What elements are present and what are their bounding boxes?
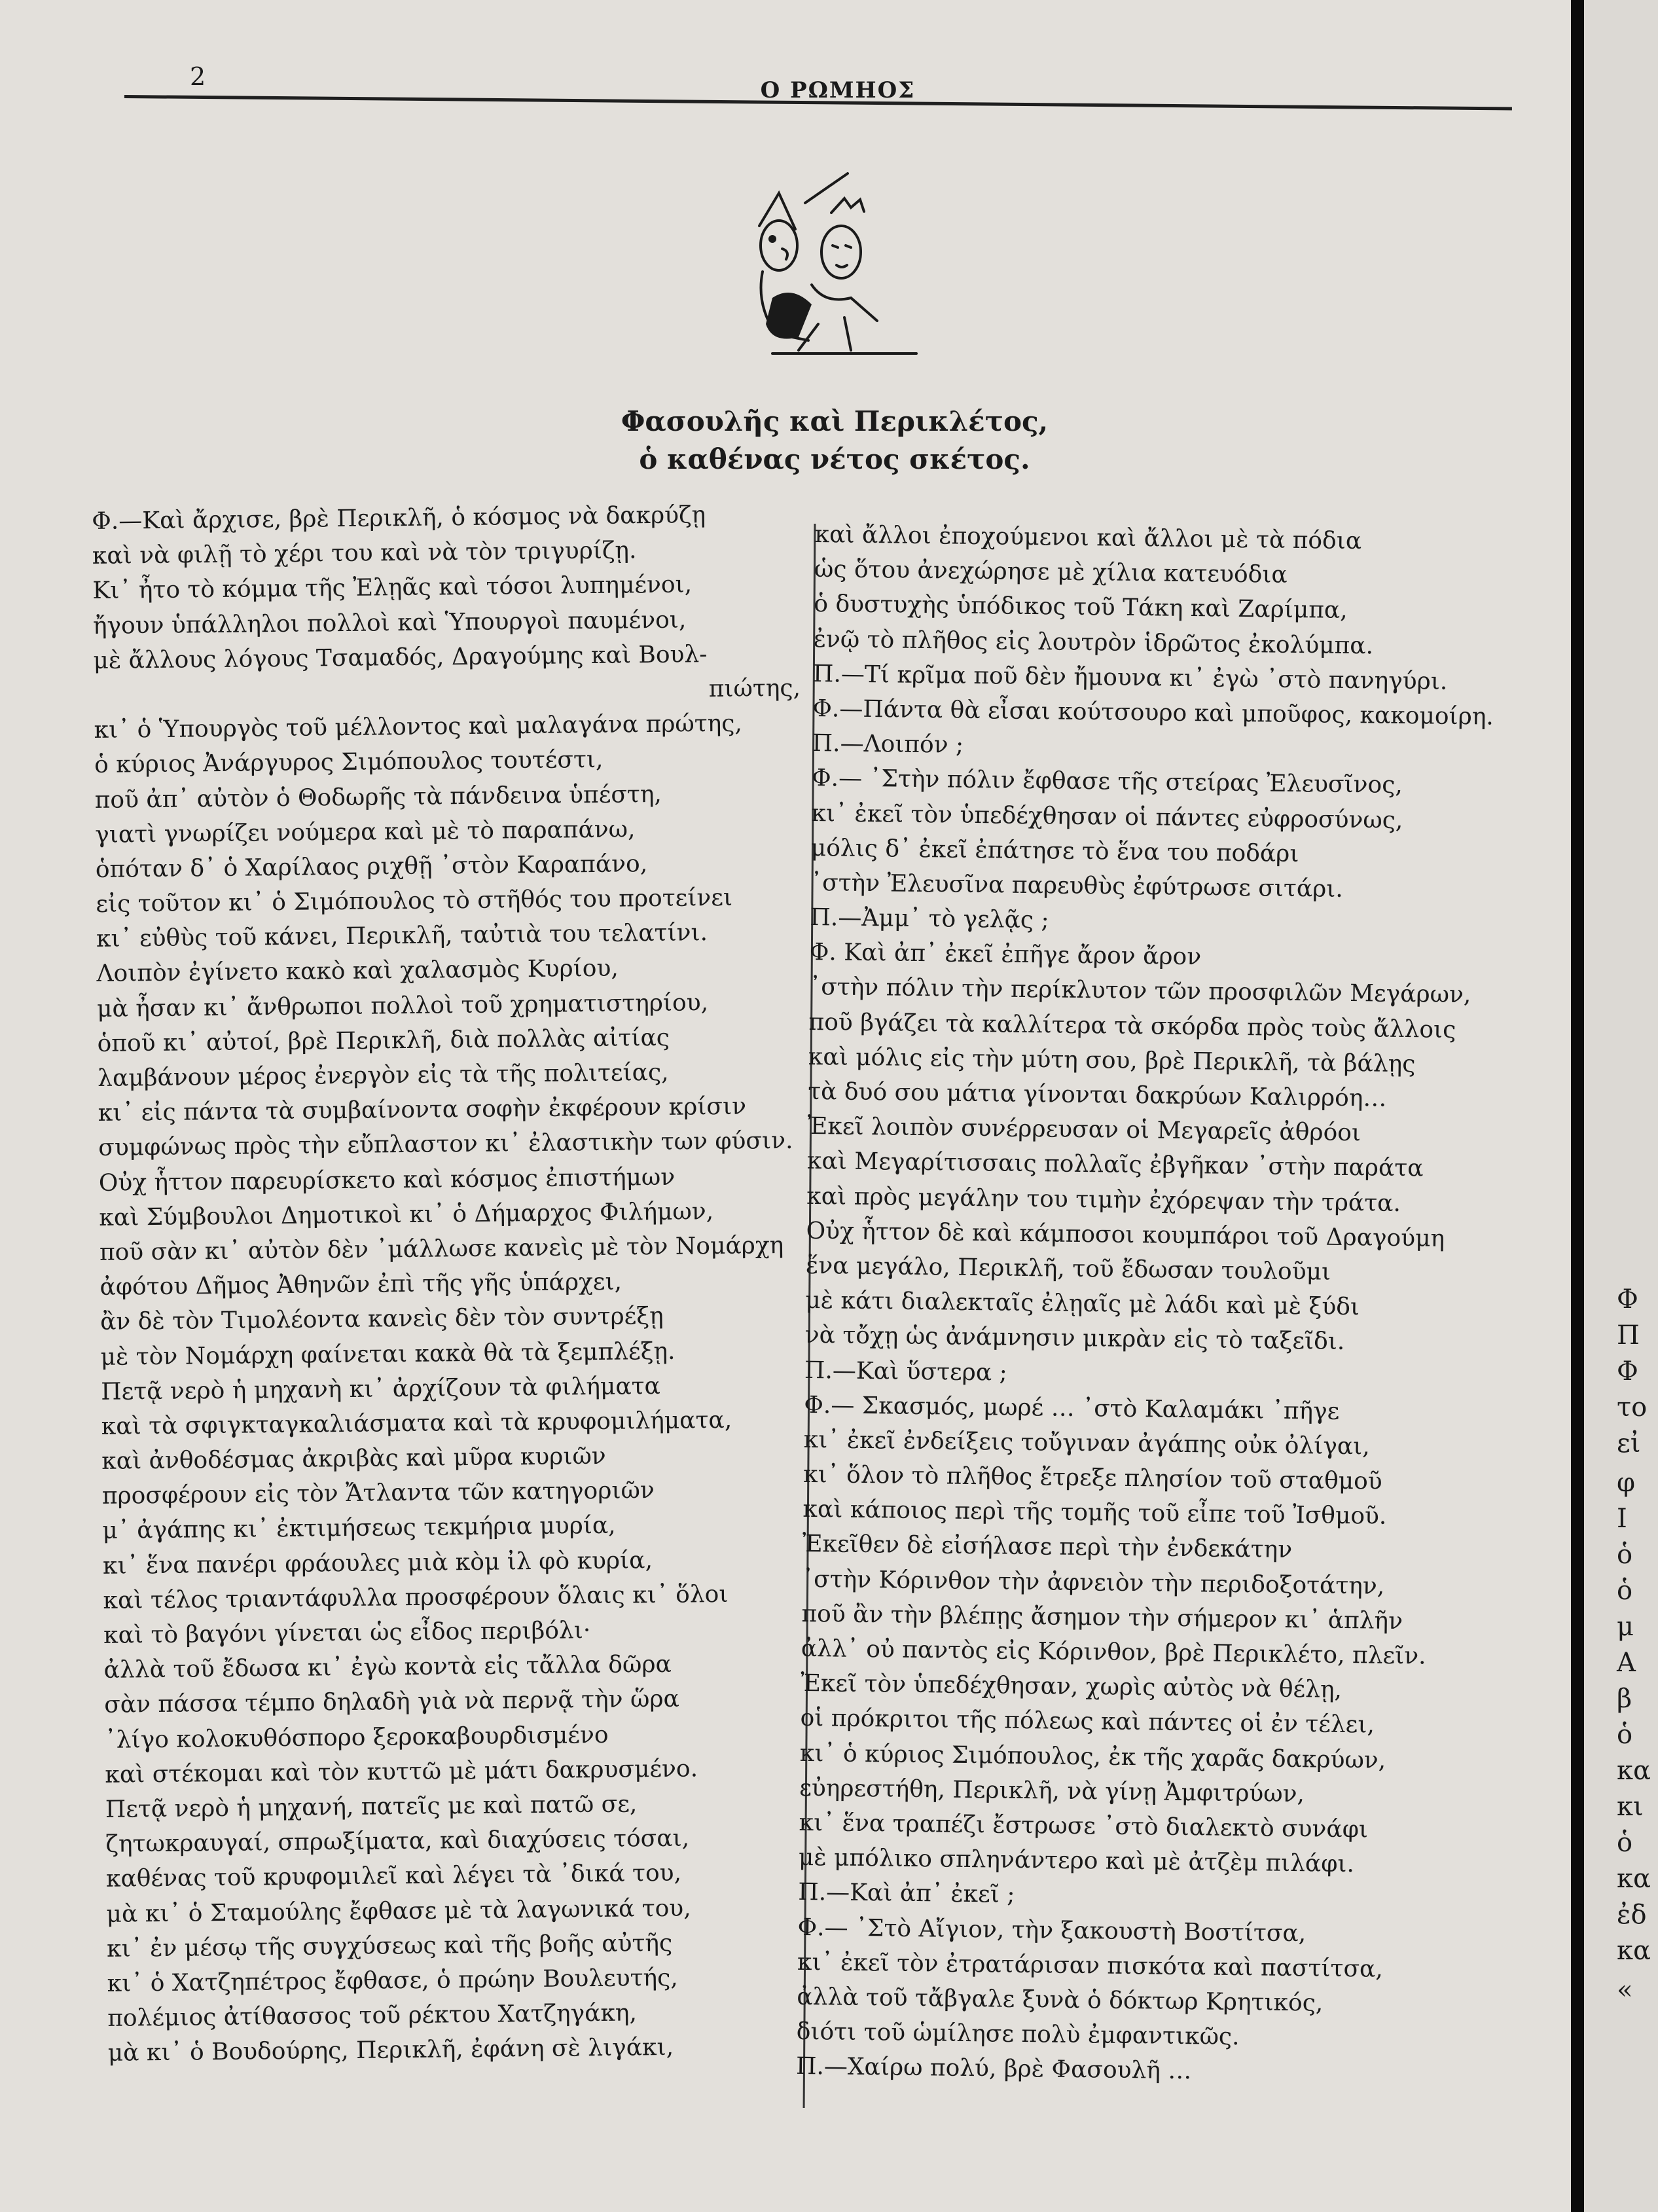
text-line: Φ.— ᾽Στὸ Αἴγιον, τὴν ξακουστὴ Βοστίτσα,	[797, 1913, 1307, 1947]
text-line: Φ.— Σκασμός, μωρέ … ᾽στὸ Καλαμάκι ᾽πῆγε	[804, 1391, 1340, 1425]
text-line: κι᾽ ἐκεῖ τὸν ἐτρατάρισαν πισκότα καὶ παστίτσα,	[797, 1948, 1384, 1983]
text-line: ποῦ ἀπ᾽ αὐτὸν ὁ Θοδωρῆς τὰ πάνδεινα ὑπέστη,	[94, 780, 662, 814]
title-line-2: ὁ καθένας νέτος σκέτος.	[639, 443, 1030, 475]
fragment-text: μ	[1617, 1612, 1634, 1642]
text-line: καὶ Σύμβουλοι Δημοτικοὶ κι᾽ ὁ Δήμαρχος Φιλήμων,	[99, 1197, 714, 1231]
right-column	[796, 517, 1528, 2093]
page-binding-shadow	[1571, 0, 1584, 2212]
text-line: ὁ δυστυχὴς ὑπόδικος τοῦ Τάκη καὶ Ζαρίμπα,	[814, 590, 1348, 625]
text-line: διότι τοῦ ὡμίλησε πολὺ ἐμφαντικῶς.	[796, 2018, 1240, 2051]
text-line: μὲ κάτι διαλεκταῖς ἐλῃαῖς μὲ λάδι καὶ μὲ ξύδι	[805, 1287, 1360, 1321]
text-line: ἀλλὰ τοῦ τἄβγαλε ξυνὰ ὁ δόκτωρ Κρητικός,	[797, 1983, 1324, 2017]
text-line: μὲ μπόλικο σπληνάντερο καὶ μὲ ἀτζὲμ πιλάφι.	[798, 1843, 1355, 1878]
text-line: νὰ τὄχῃ ὡς ἀνάμνησιν μικρὰν εἰς τὸ ταξεῖδι.	[804, 1322, 1345, 1356]
text-line: ὁποῦ κι᾽ αὐτοί, βρὲ Περικλῆ, διὰ πολλὰς αἰτίας	[97, 1024, 670, 1057]
text-line: ἂν δὲ τὸν Τιμολέοντα κανεὶς δὲν τὸν συντρέξῃ	[99, 1303, 664, 1336]
text-line: καὶ Μεγαρίτισσαις πολλαῖς ἐβγῆκαν ᾽στὴν παράτα	[806, 1148, 1424, 1182]
article-title	[589, 403, 1080, 479]
text-line: Οὐχ ἧττον δὲ καὶ κάμποσοι κουμπάροι τοῦ Δραγούμη	[806, 1217, 1445, 1252]
text-line: κι᾽ ὁ κύριος Σιμόπουλος, ἐκ τῆς χαρᾶς δακρύων,	[799, 1739, 1386, 1774]
text-line: γιατὶ γνωρίζει νούμερα καὶ μὲ τὸ παραπάνω,	[95, 816, 636, 848]
text-line: καὶ ἀνθοδέσμας ἀκριβὰς καὶ μῦρα κυριῶν	[101, 1442, 606, 1475]
text-line: ᾽στὴν Κόρινθον τὴν ἀφνειὸν τὴν περιδοξοτάτην,	[801, 1565, 1385, 1600]
text-line: μόλις δ᾽ ἐκεῖ ἐπάτησε τὸ ἕνα του ποδάρι	[810, 834, 1299, 867]
page-number: 2	[190, 62, 206, 91]
text-line: καὶ στέκομαι καὶ τὸν κυττῶ μὲ μάτι δακρυσμένο.	[105, 1755, 698, 1788]
text-line: μὰ κι᾽ ὁ Βουδούρης, Περικλῆ, ἐφάνη σὲ λιγάκι,	[107, 2034, 674, 2067]
text-line: Οὐχ ἧττον παρευρίσκετο καὶ κόσμος ἐπιστήμων	[98, 1163, 676, 1197]
fragment-text: φ	[1617, 1468, 1636, 1498]
text-line: μὰ ἦσαν κι᾽ ἄνθρωποι πολλοὶ τοῦ χρηματιστηρίου,	[96, 988, 709, 1023]
text-line: κι᾽ εἰς πάντα τὰ συμβαίνοντα σοφὴν ἐκφέρουν κρίσιν	[98, 1093, 747, 1127]
text-line: Π.—Καὶ ἀπ᾽ ἐκεῖ ;	[798, 1879, 1015, 1909]
text-line: Φ.— ᾽Στὴν πόλιν ἔφθασε τῆς στείρας Ἐλευσῖνος,	[811, 765, 1403, 799]
fragment-text: κα	[1617, 1756, 1651, 1786]
text-line: κι᾽ ὁ Ὑπουργὸς τοῦ μέλλοντος καὶ μαλαγάνα πρώτης,	[94, 710, 743, 744]
text-line: κι᾽ ὅλον τὸ πλῆθος ἔτρεξε πλησίον τοῦ σταθμοῦ	[802, 1460, 1382, 1495]
text-line: κι᾽ ἕνα πανέρι φράουλες μιὰ κὸμ ἰλ φὸ κυρία,	[102, 1546, 653, 1580]
text-line: Π.—Τί κρῖμα ποῦ δὲν ἤμουνα κι᾽ ἐγὼ ᾽στὸ πανηγύρι.	[812, 660, 1448, 695]
text-line: κι᾽ ἐκεῖ ἐνδείξεις τοὔγιναν ἀγάπης οὐκ ὀλίγαι,	[803, 1426, 1370, 1460]
text-line: ᾽στὴν Ἐλευσῖνα παρευθὺς ἐφύτρωσε σιτάρι.	[810, 869, 1344, 903]
fragment-text: ὁ	[1617, 1576, 1633, 1606]
text-line: Φ.—Πάντα θὰ εἶσαι κούτσουρο καὶ μποῦφος, κακομοίρη.	[812, 695, 1494, 731]
text-line: καὶ μόλις εἰς τὴν μύτη σου, βρὲ Περικλῆ, τὰ βάλῃς	[808, 1043, 1416, 1078]
text-line: καὶ τέλος τριαντάφυλλα προσφέρουν ὅλαις κι᾽ ὅλοι	[103, 1580, 729, 1614]
left-column	[92, 497, 815, 2071]
text-line: οἱ πρόκριτοι τῆς πόλεως καὶ πάντες οἱ ἐν τέλει,	[800, 1705, 1375, 1739]
text-line: ἤγουν ὑπάλληλοι πολλοὶ καὶ Ὑπουργοὶ παυμένοι,	[92, 606, 687, 640]
text-line: λαμβάνουν μέρος ἐνεργὸν εἰς τὰ τῆς πολιτείας,	[97, 1059, 669, 1092]
text-line: καὶ πρὸς μεγάλην του τιμὴν ἐχόρεψαν τὴν τράτα.	[806, 1182, 1401, 1217]
masthead: Ο ΡΩΜΗΟΣ	[760, 77, 916, 103]
text-line: ὁπόταν δ᾽ ὁ Χαρίλαος ριχθῇ ᾽στὸν Καραπάνο,	[95, 850, 648, 883]
text-line: προσφέρουν εἰς τὸν Ἄτλαντα τῶν κατηγοριῶν	[101, 1477, 655, 1510]
fragment-text: ὁ	[1617, 1540, 1633, 1570]
text-line: καὶ τὸ βαγόνι γίνεται ὡς εἶδος περιβόλι·	[103, 1617, 591, 1649]
text-line: Π.—Ἀμμ᾽ τὸ γελᾷς ;	[810, 904, 1049, 934]
text-line: ἀφότου Δῆμος Ἀθηνῶν ἐπὶ τῆς γῆς ὑπάρχει,	[99, 1268, 622, 1301]
fragment-text: Φ	[1617, 1284, 1638, 1315]
text-line: τὰ δυό σου μάτια γίνονται δακρύων Καλιρρόη…	[808, 1078, 1387, 1112]
text-line: μὲ ἄλλους λόγους Τσαμαδός, Δραγούμης καὶ Βουλ-	[93, 640, 708, 674]
fragment-text: Ι	[1617, 1504, 1627, 1534]
text-line: μὰ κι᾽ ὁ Σταμούλης ἔφθασε μὲ τὰ λαγωνικά του,	[106, 1895, 691, 1928]
text-line: Ἐκεῖ τὸν ὑπεδέχθησαν, χωρὶς αὐτὸς νὰ θέλῃ,	[800, 1670, 1343, 1704]
fragment-text: ὁ	[1617, 1828, 1633, 1858]
text-line: εὐηρεστήθη, Περικλῆ, νὰ γίνῃ Ἀμφιτρύων,	[799, 1774, 1305, 1808]
text-line: ποῦ σὰν κι᾽ αὐτὸν δὲν ᾽μάλλωσε κανεὶς μὲ τὸν Νομάρχη	[99, 1231, 784, 1266]
text-line: ποῦ βγάζει τὰ καλλίτερα τὰ σκόρδα πρὸς τοὺς ἄλλοις	[808, 1008, 1456, 1043]
text-line: πιώτης,	[708, 674, 801, 703]
text-line: Π.—Χαίρω πολύ, βρὲ Φασουλῆ …	[795, 2053, 1192, 2085]
text-line: καὶ κάποιος περὶ τῆς τομῆς τοῦ εἶπε τοῦ Ἰσθμοῦ.	[802, 1496, 1387, 1531]
text-line: καὶ τὰ σφιγκταγκαλιάσματα καὶ τὰ κρυφομιλήματα,	[101, 1406, 732, 1440]
text-line: ἐνῷ τὸ πλῆθος εἰς λουτρὸν ἱδρῶτος ἐκολύμπα.	[813, 625, 1374, 659]
fragment-text: το	[1617, 1392, 1648, 1423]
text-line: μ᾽ ἀγάπης κι᾽ ἐκτιμήσεως τεκμήρια μυρία,	[102, 1512, 616, 1545]
fragment-text: Φ	[1617, 1356, 1638, 1387]
text-line: καθένας τοῦ κρυφομιλεῖ καὶ λέγει τὰ ᾽δικά του,	[105, 1859, 682, 1893]
text-line: πολέμιος ἀτίθασσος τοῦ ρέκτου Χατζηγάκη,	[107, 1999, 638, 2032]
text-line: ὁ κύριος Ἀνάργυρος Σιμόπουλος τουτέστι,	[94, 746, 604, 779]
text-line: καὶ ἄλλοι ἐποχούμενοι καὶ ἄλλοι μὲ τὰ πόδια	[814, 520, 1362, 555]
text-line: εἰς τοῦτον κι᾽ ὁ Σιμόπουλος τὸ στῆθός του προτείνει	[96, 884, 733, 918]
fragment-text: ὁ	[1617, 1720, 1633, 1750]
text-line: ὡς ὅτου ἀνεχώρησε μὲ χίλια κατευόδια	[814, 556, 1288, 589]
text-line: Ἐκεῖθεν δὲ εἰσήλασε περὶ τὴν ἐνδεκάτην	[802, 1531, 1293, 1564]
fragment-text: κα	[1617, 1936, 1651, 1966]
fragment-text: κι	[1617, 1792, 1644, 1822]
text-line: Π.—Καὶ ὕστερα ;	[804, 1356, 1007, 1387]
text-line: Φ.—Καὶ ἄρχισε, βρὲ Περικλῆ, ὁ κόσμος νὰ δακρύζῃ	[92, 501, 706, 535]
text-line: Φ. Καὶ ἀπ᾽ ἐκεῖ ἐπῆγε ἄρον ἄρον	[809, 939, 1202, 971]
text-line: Πετᾷ νερὸ ἡ μηχανή, πατεῖς με καὶ πατῶ σε,	[105, 1790, 638, 1823]
fragment-text: β	[1617, 1684, 1632, 1714]
text-line: κι᾽ ὁ Χατζηπέτρος ἔφθασε, ὁ πρώην Βουλευτής,	[107, 1964, 678, 1997]
text-line: ἀλλ᾽ οὐ παντὸς εἰς Κόρινθον, βρὲ Περικλέτο, πλεῖν.	[801, 1635, 1426, 1670]
fragment-text: ἐδ	[1617, 1900, 1647, 1930]
text-line: ᾽στὴν πόλιν τὴν περίκλυτον τῶν προσφιλῶν Μεγάρων,	[808, 973, 1471, 1009]
text-line: κι᾽ ἕνα τραπέζι ἔστρωσε ᾽στὸ διαλεκτὸ συνάφι	[799, 1809, 1369, 1843]
text-line: κι᾽ εὐθὺς τοῦ κάνει, Περικλῆ, ταὐτιὰ του τελατίνι.	[96, 919, 708, 953]
fragment-text: εἰ	[1617, 1428, 1641, 1459]
text-line: καὶ νὰ φιλῇ τὸ χέρι του καὶ νὰ τὸν τριγυρίζῃ.	[92, 537, 637, 570]
text-line: ἀλλὰ τοῦ ἔδωσα κι᾽ ἐγὼ κοντὰ εἰς τἄλλα δῶρα	[103, 1651, 672, 1684]
text-line: κι᾽ ἐκεῖ τὸν ὑπεδέχθησαν οἱ πάντες εὐφροσύνως,	[811, 799, 1403, 834]
text-line: μὲ τὸν Νομάρχη φαίνεται κακὰ θὰ τὰ ξεμπλέξῃ.	[100, 1337, 676, 1371]
adjacent-page-edge	[1584, 0, 1658, 2212]
text-line: Ἐκεῖ λοιπὸν συνέρρευσαν οἱ Μεγαρεῖς ἀθρόοι	[807, 1113, 1361, 1147]
text-line: συμφώνως πρὸς τὴν εὔπλαστον κι᾽ ἐλαστικὴν των φύσιν.	[98, 1127, 793, 1162]
text-line: σὰν πάσσα τέμπο δηλαδὴ γιὰ νὰ περνᾷ τὴν ὥρα	[103, 1686, 680, 1719]
fragment-text: Π	[1617, 1320, 1640, 1351]
fragment-text: Α	[1617, 1648, 1636, 1678]
text-line: ᾽λίγο κολοκυθόσπορο ξεροκαβουρδισμένο	[104, 1721, 609, 1754]
fragment-text: κα	[1617, 1864, 1651, 1894]
puppets-illustration	[733, 167, 929, 363]
text-line: ποῦ ἂν τὴν βλέπῃς ἄσημον τὴν σήμερον κι᾽ ἁπλῆν	[801, 1600, 1403, 1635]
text-line: Κι᾽ ἦτο τὸ κόμμα τῆς Ἐλῃᾶς καὶ τόσοι λυπημένοι,	[92, 571, 693, 605]
text-line: ἕνα μεγάλο, Περικλῆ, τοῦ ἔδωσαν τουλοῦμι	[805, 1252, 1331, 1286]
text-line: κι᾽ ἐν μέσῳ τῆς συγχύσεως καὶ τῆς βοῆς αὐτῆς	[106, 1929, 673, 1963]
text-line: Πετᾷ νερὸ ἡ μηχανὴ κι᾽ ἀρχίζουν τὰ φιλήματα	[100, 1372, 661, 1405]
text-line: ζητωκραυγαί, σπρωξίματα, καὶ διαχύσεις τόσαι,	[105, 1824, 690, 1858]
title-line-1: Φασουλῆς καὶ Περικλέτος,	[621, 405, 1049, 437]
fragment-text: «	[1617, 1975, 1633, 2005]
text-line: Λοιπὸν ἐγίνετο κακὸ καὶ χαλασμὸς Κυρίου,	[96, 955, 619, 988]
text-line: Π.—Λοιπόν ;	[812, 730, 964, 759]
